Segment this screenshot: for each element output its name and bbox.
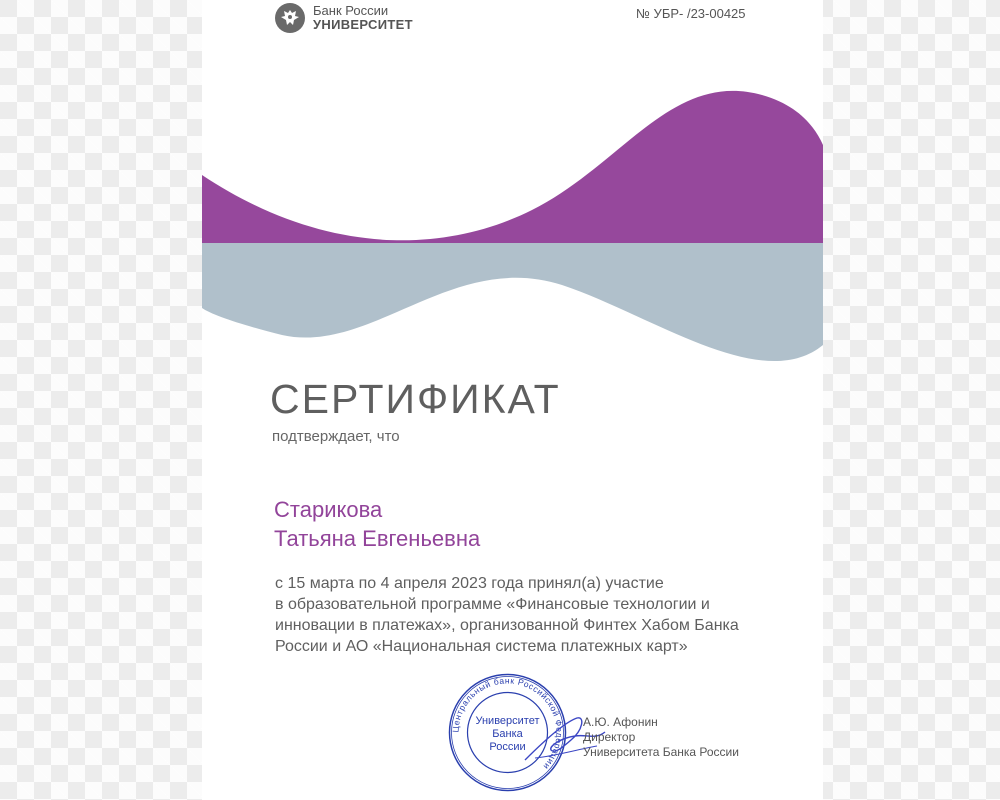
signature-block [445, 670, 785, 800]
signatory-organization: Университета Банка России [583, 745, 739, 759]
body-line: с 15 марта по 4 апреля 2023 года принял(а) участие [275, 575, 664, 592]
signatory-name: А.Ю. Афонин [583, 715, 658, 729]
wave-grey [202, 243, 823, 361]
certificate-sheet [202, 0, 823, 800]
logo-bank-name: Банк России [313, 3, 389, 18]
recipient-surname: Старикова [274, 497, 383, 522]
body-line: инновации в платежах», организованной Финтех Хабом Банка [275, 617, 739, 634]
signatory-info [583, 715, 739, 760]
wave-purple [202, 91, 823, 243]
logo-university: УНИВЕРСИТЕТ [313, 17, 413, 32]
recipient-name [274, 495, 480, 553]
bank-logo [275, 3, 413, 33]
body-line: России и АО «Национальная система платежных карт» [275, 638, 688, 655]
eagle-emblem-icon [275, 3, 305, 33]
body-line: в образовательной программе «Финансовые технологии и [275, 596, 710, 613]
certificate-title: СЕРТИФИКАТ [270, 376, 561, 422]
certificate-number: № УБР- /23-00425 [636, 6, 746, 21]
stamp-center-line: России [489, 741, 526, 753]
recipient-given-names: Татьяна Евгеньевна [274, 526, 481, 551]
stamp-center-line: Университет [475, 715, 540, 727]
stamp-outer-text: Центральный банк Российской Федерации [450, 675, 565, 772]
signatory-position: Директор [583, 730, 636, 744]
stamp-center-line: Банка [492, 728, 523, 740]
wave-graphic [202, 90, 823, 370]
certificate-body [275, 573, 795, 657]
certificate-subtitle: подтверждает, что [272, 428, 400, 445]
